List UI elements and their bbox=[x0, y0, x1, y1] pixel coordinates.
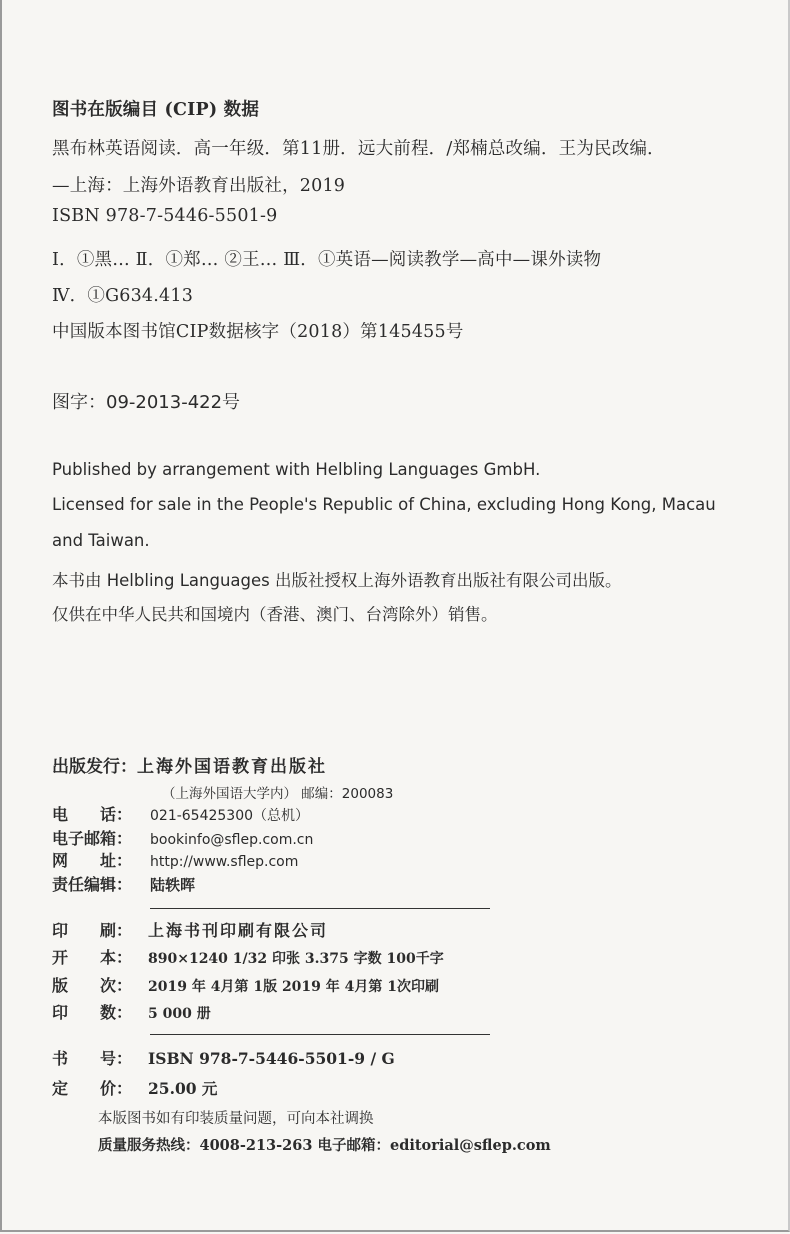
publisher-address: （上海外国语大学内） 邮编：200083 bbox=[162, 786, 394, 802]
contract-number: 图字：09-2013-422号 bbox=[52, 392, 241, 413]
quality-hotline: 质量服务热线：4008-213-263 电子邮箱：editorial@sflep.com bbox=[98, 1137, 551, 1154]
email-label: 电子邮箱： bbox=[52, 829, 133, 848]
cip-classification-line: Ⅰ．①黑… Ⅱ．①郑… ②王… Ⅲ．①英语—阅读教学—高中—课外读物 bbox=[52, 250, 602, 270]
license-chinese-line-1: 本书由 Helbling Languages 出版社授权上海外语教育出版社有限公司出版。 bbox=[52, 571, 622, 590]
web-value: http://www.sflep.com bbox=[150, 854, 299, 870]
edition-label: 版 次： bbox=[52, 976, 133, 995]
license-chinese-line-2: 仅供在中华人民共和国境内（香港、澳门、台湾除外）销售。 bbox=[52, 605, 498, 624]
web-row bbox=[52, 848, 298, 871]
license-english-line-1: Published by arrangement with Helbling Languages GmbH. bbox=[52, 460, 541, 479]
format-value: 890×1240 1/32 印张 3.375 字数 100千字 bbox=[148, 951, 444, 967]
cip-isbn-line: ISBN 978-7-5446-5501-9 bbox=[52, 206, 278, 226]
printer-label: 印 刷： bbox=[52, 921, 133, 940]
publisher-row bbox=[52, 752, 327, 777]
email-value: bookinfo@sflep.com.cn bbox=[150, 832, 314, 848]
copies-label: 印 数： bbox=[52, 1003, 133, 1022]
phone-label: 电 话： bbox=[52, 805, 133, 824]
cip-title-line: 黑布林英语阅读．高一年级．第11册．远大前程．/郑楠总改编．王为民改编． bbox=[52, 139, 665, 159]
license-english-line-3: and Taiwan. bbox=[52, 531, 150, 550]
publisher-label: 出版发行： bbox=[52, 757, 137, 777]
editor-label: 责任编辑： bbox=[52, 875, 133, 894]
license-english-line-2: Licensed for sale in the People's Republic of China, excluding Hong Kong, Macau bbox=[52, 495, 716, 514]
price-row bbox=[52, 1076, 217, 1099]
format-row bbox=[52, 945, 444, 968]
printer-value: 上海书刊印刷有限公司 bbox=[148, 921, 329, 940]
editor-value: 陆轶晖 bbox=[150, 876, 196, 894]
copies-row bbox=[52, 1000, 211, 1023]
cip-publisher-line: —上海：上海外语教育出版社，2019 bbox=[52, 176, 346, 196]
divider-lower bbox=[150, 1034, 490, 1035]
isbn-row bbox=[52, 1046, 395, 1069]
price-label: 定 价： bbox=[52, 1079, 133, 1098]
format-label: 开 本： bbox=[52, 948, 133, 967]
editor-row bbox=[52, 872, 195, 895]
phone-value: 021-65425300（总机） bbox=[150, 808, 310, 824]
divider-upper bbox=[150, 908, 490, 909]
price-value: 25.00 元 bbox=[148, 1079, 218, 1098]
isbn-value: ISBN 978-7-5446-5501-9 / G bbox=[148, 1049, 395, 1068]
printer-row bbox=[52, 918, 328, 941]
copies-value: 5 000 册 bbox=[148, 1006, 211, 1022]
edition-row bbox=[52, 973, 439, 996]
phone-row bbox=[52, 802, 309, 825]
web-label: 网 址： bbox=[52, 851, 133, 870]
cip-record-number: 中国版本图书馆CIP数据核字（2018）第145455号 bbox=[52, 322, 464, 342]
isbn-label: 书 号： bbox=[52, 1049, 133, 1068]
publisher-name: 上海外国语教育出版社 bbox=[137, 757, 327, 777]
email-row bbox=[52, 826, 313, 849]
cip-class-number-line: Ⅳ．①G634.413 bbox=[52, 286, 194, 306]
quality-note: 本版图书如有印装质量问题，可向本社调换 bbox=[98, 1111, 374, 1127]
edition-value: 2019 年 4月第 1版 2019 年 4月第 1次印刷 bbox=[148, 979, 440, 995]
cip-heading: 图书在版编目 (CIP) 数据 bbox=[52, 100, 260, 120]
